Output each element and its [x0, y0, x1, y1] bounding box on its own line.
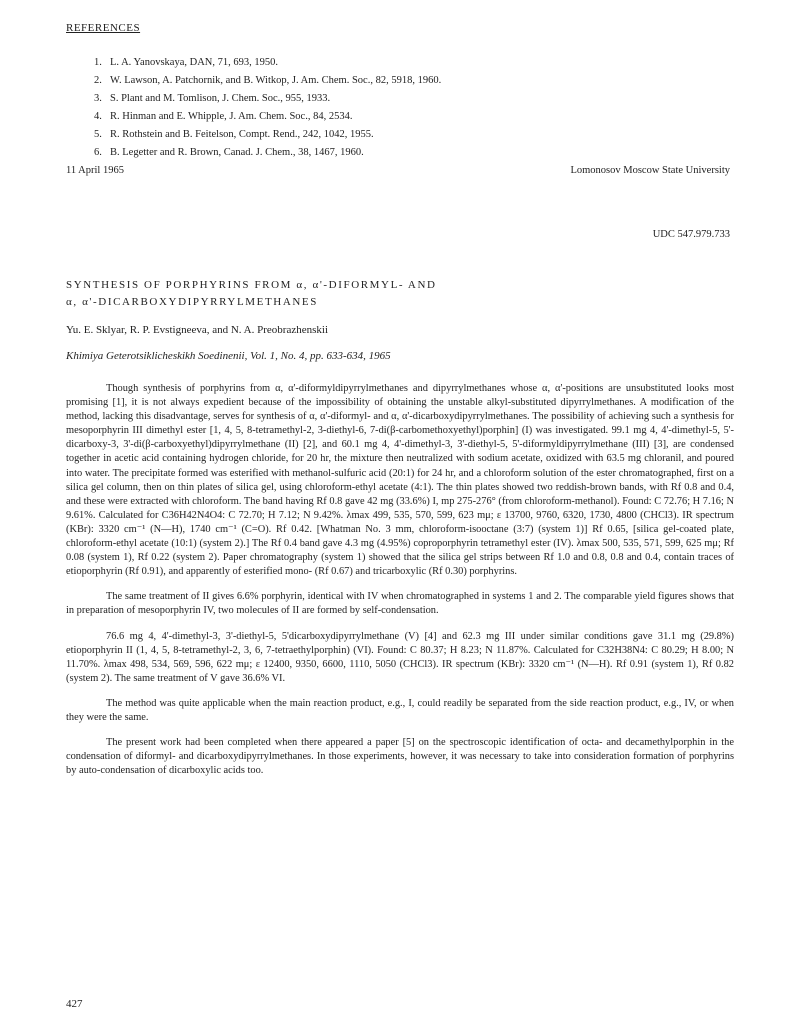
references-heading: REFERENCES	[66, 22, 141, 34]
reference-item	[94, 54, 441, 72]
reference-number: 5.	[94, 129, 102, 140]
title-line-1: SYNTHESIS OF PORPHYRINS FROM α, α'-DIFORMYL- AND	[66, 279, 437, 291]
reference-text: W. Lawson, A. Patchornik, and B. Witkop, J. Am. Chem. Soc., 82, 5918, 1960.	[110, 75, 442, 86]
journal-citation: Khimiya Geterotsiklicheskikh Soedinenii, Vol. 1, No. 4, pp. 633-634, 1965	[66, 350, 391, 362]
body-paragraph: The present work had been completed when there appeared a paper [5] on the spectroscopic identification of octa- and decamethylporphin in the condensation of diformyl- and dicarboxydipyrrylmethanes. In those experiments, however, it was necessary to take into consideration formation of porphyrins by auto-condensation of dicarboxylic acids too.	[66, 737, 734, 777]
reference-number: 2.	[94, 75, 102, 86]
reference-item	[94, 126, 441, 144]
reference-text: R. Rothstein and B. Feitelson, Compt. Rend., 242, 1042, 1955.	[110, 129, 374, 140]
page-number: 427	[66, 998, 83, 1010]
reference-number: 6.	[94, 147, 102, 158]
body-paragraph: The same treatment of II gives 6.6% porphyrin, identical with IV when chromatographed in systems 1 and 2. The comparable yield figures shows that in preparation of mesoporphyrin IV, two molecules of II are formed by self-condensation.	[66, 591, 734, 617]
article-title	[66, 277, 437, 311]
body-paragraph: Though synthesis of porphyrins from α, α'-diformyldipyrrylmethanes and dipyrrylmethanes whose α, α'-positions are unsubstituted looks most promising [1], it is not always expedient because of the impossibility of obtaining the unstable alkyl-substituted dipyrrylmethanes. A modification of the method, lacking this disadvantage, serves for synthesis of α, α'-diformyl- and α, α'-dicarboxydipyrrylmethanes. The possibility of achieving such a synthesis for mesoporphyrin III dimethyl ester [1, 4, 5, 8-tetramethyl-2, 3-diethyl-6, 7-di(β-carbomethoxyethyl)porphin] (I) was investigated. 99.1 mg 4, 4'-dimethyl-5, 5'-dicarboxy-3, 3'-di(β-carboxyethyl)dipyrrylmethane (II) [2], and 60.1 mg 4, 4'-dimethyl-3, 3'-diethyl-5, 5'-diformyldipyrrylmethane (III) [3], are condensed together in acetic acid containing hydrogen chloride, for 20 hr, the mixture then neutralized with sodium acetate, oxidized with 63.5 mg chloranil, and poured into water. The precipitate formed was esterified with methanol-sulfuric acid (20:1) for 24 hr, and a chloroform solution of the ester chromatographed, first on a silica gel column, then on thin plates of silica gel, using chloroform-ethyl acetate (4:1). The thin plates showed two reddish-brown bands, with Rf 0.8 and 0.4, and these were extracted with chloroform. The band having Rf 0.8 gave 42 mg (33.6%) I, mp 275-276° (from chloroform-methanol). Found: C 72.76; H 7.16; N 9.61%. Calculated for C36H42N4O4: C 72.70; H 7.12; N 9.42%. λmax 499, 535, 570, 599, 623 mμ; ε 13700, 9760, 6320, 1730, 4800 (CHCl3). IR spectrum (KBr): 3320 cm⁻¹ (N—H), 1740 cm⁻¹ (C=O). Rf 0.42. [Whatman No. 3 mm, chloroform-isooctane (3:7) (system 1)] Rf 0.65, [silica gel-coated plate, chloroform-ethyl acetate (10:1) (system 2).] The Rf 0.4 band gave 4.3 mg (4.95%) coproporphyrin tetramethyl ester (IV). λmax 500, 535, 571, 599, 625 mμ; Rf 0.08 (system 1), Rf 0.22 (system 2). Paper chromatography (system 1) showed that the silica gel strips between Rf 1.0 and 0.8, 0.8 and 0.4, contain traces of etioporphyrin (Rf 0.91), and apparently of esterified mono- (Rf 0.67) and tricarboxylic (Rf 0.30) porphyrins.	[66, 383, 734, 578]
received-date: 11 April 1965	[66, 165, 124, 176]
reference-item	[94, 108, 441, 126]
reference-item	[94, 90, 441, 108]
reference-number: 4.	[94, 111, 102, 122]
authors: Yu. E. Sklyar, R. P. Evstigneeva, and N. A. Preobrazhenskii	[66, 324, 328, 336]
reference-item	[94, 72, 441, 90]
reference-text: L. A. Yanovskaya, DAN, 71, 693, 1950.	[110, 57, 278, 68]
reference-number: 3.	[94, 93, 102, 104]
reference-text: S. Plant and M. Tomlison, J. Chem. Soc., 955, 1933.	[110, 93, 331, 104]
reference-number: 1.	[94, 57, 102, 68]
affiliation: Lomonosov Moscow State University	[570, 165, 730, 176]
title-line-2: α, α'-DICARBOXYDIPYRRYLMETHANES	[66, 296, 318, 308]
reference-text: R. Hinman and E. Whipple, J. Am. Chem. Soc., 84, 2534.	[110, 111, 353, 122]
body-paragraph: 76.6 mg 4, 4'-dimethyl-3, 3'-diethyl-5, 5'dicarboxydipyrrylmethane (V) [4] and 62.3 mg III under similar conditions gave 31.1 mg (29.8%) etioporphyrin II (1, 4, 5, 8-tetramethyl-2, 3, 6, 7-tetraethylporphin) (VI). Found: C 80.37; H 8.23; N 11.87%. Calculated for C32H38N4: C 80.29; H 8.00; N 11.70%. λmax 498, 534, 569, 596, 622 mμ; ε 12400, 9350, 6600, 1110, 5050 (CHCl3). IR spectrum (KBr): 3320 cm⁻¹ (N—H). Rf 0.91 (system 1), Rf 0.82 (system 2). The same treatment of V gave 36.6% VI.	[66, 630, 734, 684]
reference-item	[94, 144, 441, 162]
udc-code: UDC 547.979.733	[652, 229, 730, 240]
reference-list	[94, 54, 441, 162]
article-body	[66, 382, 734, 789]
body-paragraph: The method was quite applicable when the main reaction product, e.g., I, could readily be separated from the side reaction product, e.g., IV, or when they were the same.	[66, 697, 734, 723]
reference-text: B. Legetter and R. Brown, Canad. J. Chem., 38, 1467, 1960.	[110, 147, 364, 158]
